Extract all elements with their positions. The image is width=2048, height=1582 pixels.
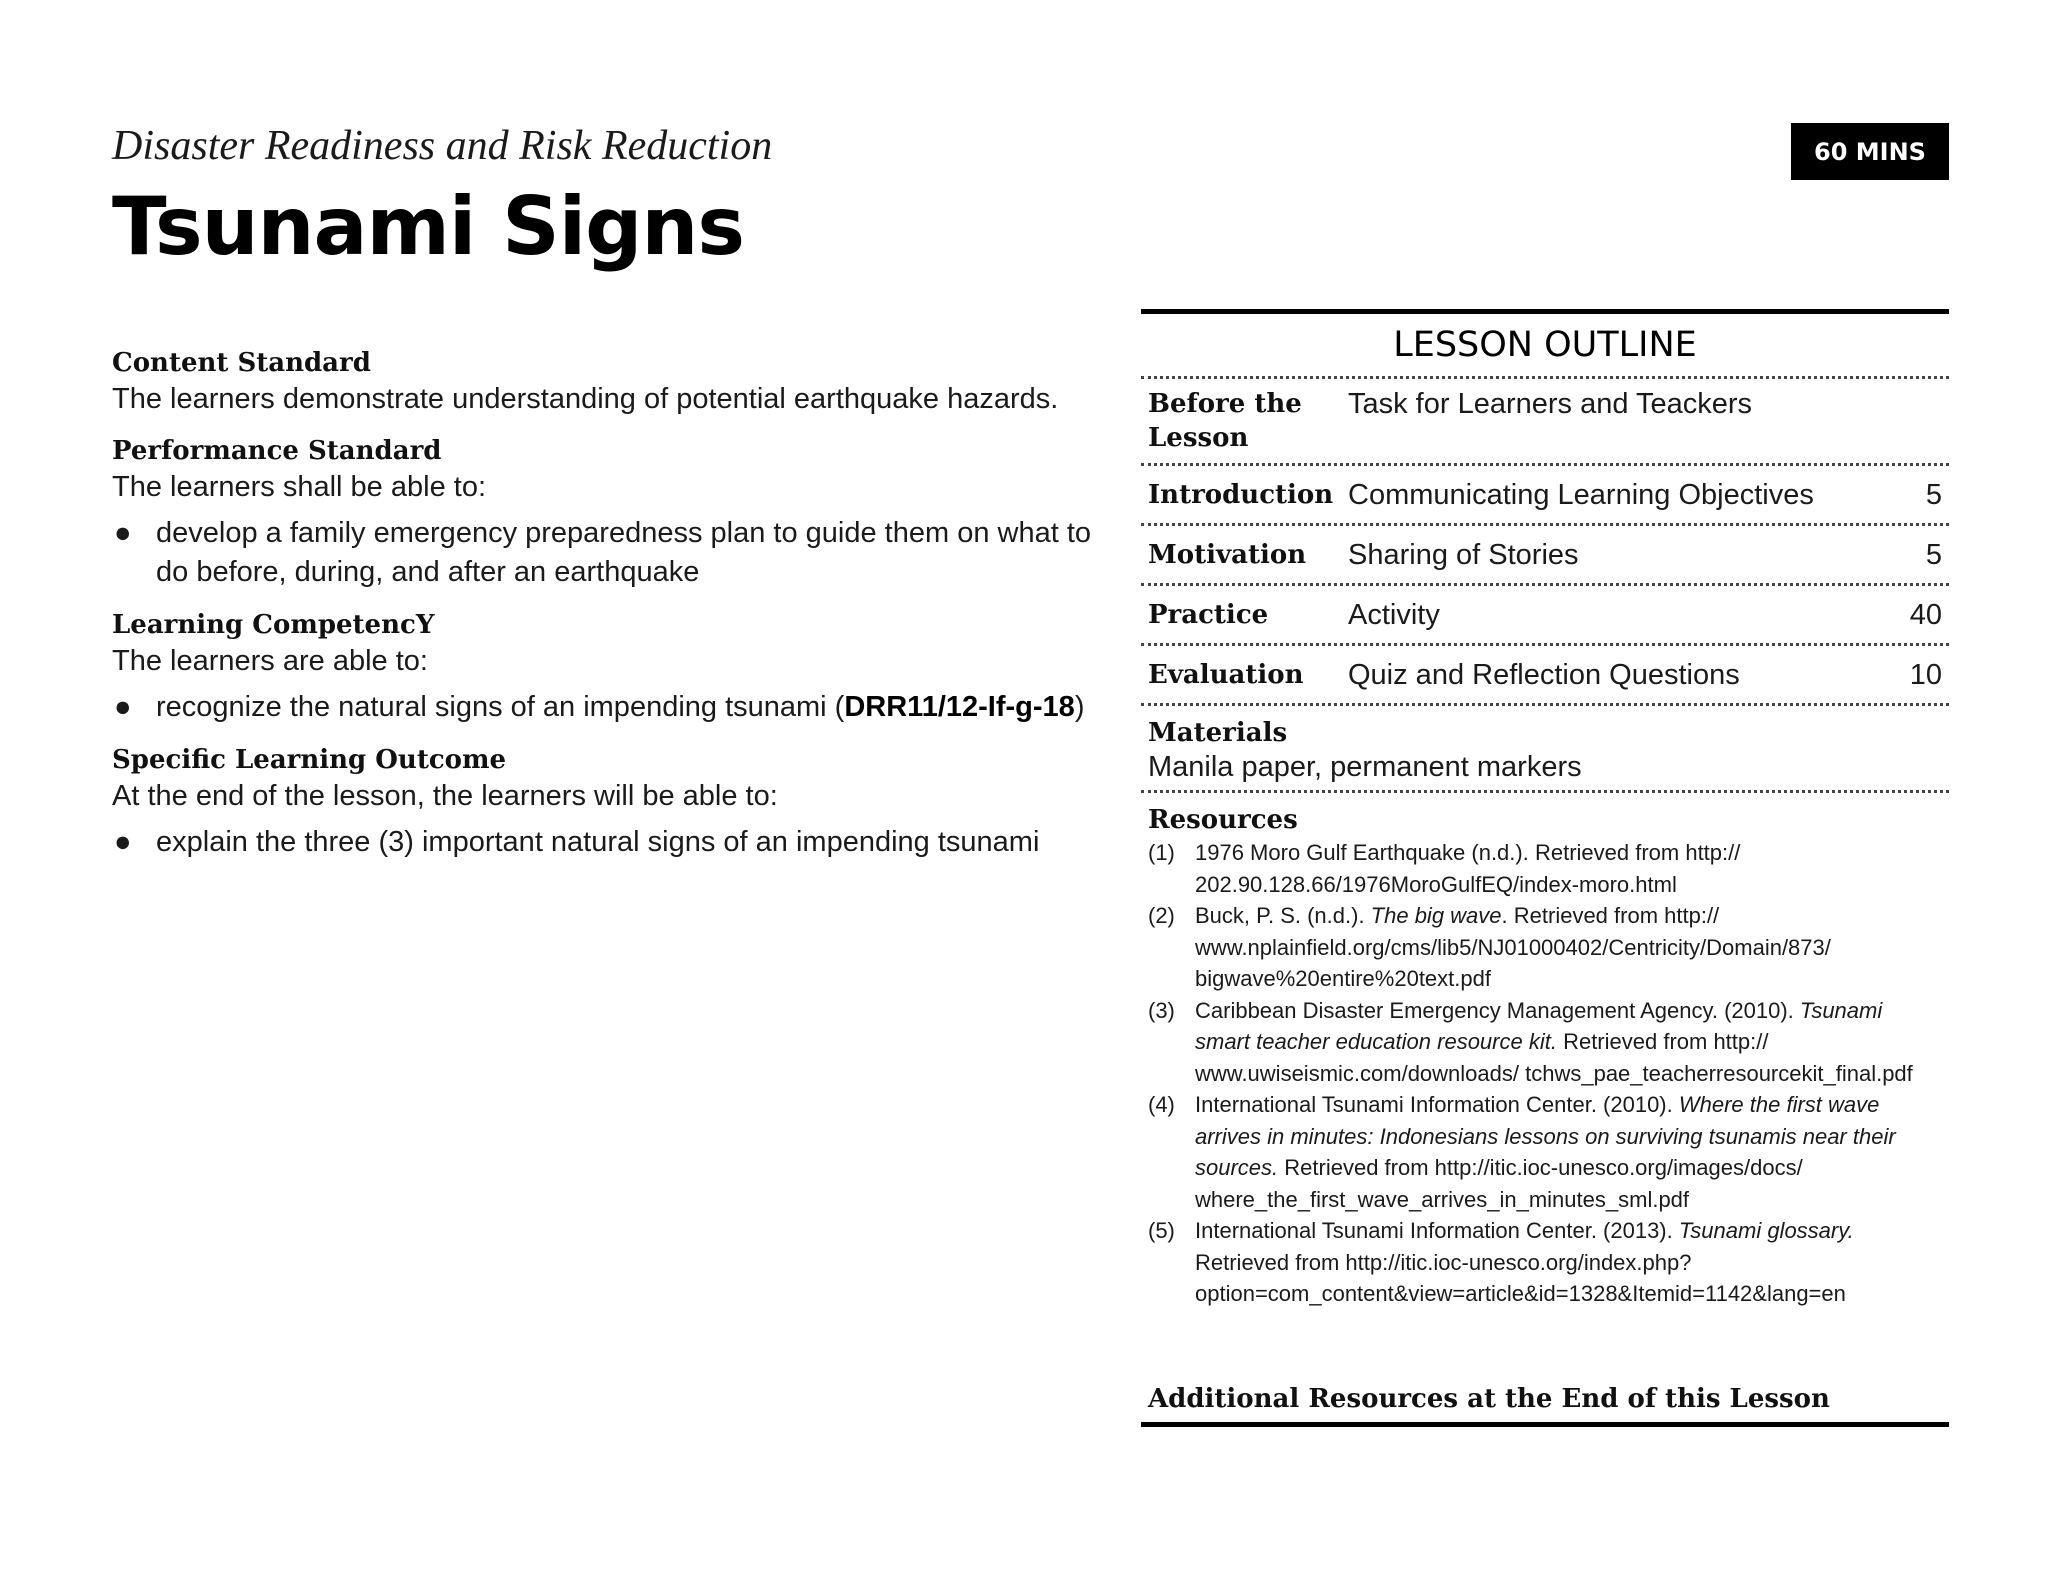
task-label: Communicating Learning Objectives (1348, 478, 1814, 511)
phase-label: Before the Lesson (1148, 389, 1302, 453)
bullet-text: explain the three (3) important natural signs of an impending tsunami (156, 826, 1040, 858)
list-item (112, 823, 1112, 862)
materials-text: Manila paper, permanent markers (1148, 751, 1582, 783)
performance-standard-text: The learners shall be able to: (112, 471, 486, 503)
list-item (1148, 837, 1942, 900)
learning-competency-section (112, 608, 1112, 727)
ref-text: Caribbean Disaster Emergency Management Agency. (2010). (1195, 997, 1800, 1023)
ref-text-end: Retrieved from http://itic.ioc-unesco.org/index.php? option=com_content&view=article&id=1328&Itemid=1142&lang=en (1195, 1249, 1846, 1306)
standards-column (112, 346, 1112, 878)
list-item (112, 514, 1112, 592)
ref-number: (2) (1148, 903, 1175, 928)
bullet-text: recognize the natural signs of an impending tsunami ( (156, 691, 845, 723)
materials-section (1141, 706, 1949, 790)
list-item (112, 688, 1112, 727)
ref-text: International Tsunami Information Center. (2010). (1195, 1092, 1679, 1117)
outline-row-motivation (1141, 526, 1949, 583)
list-item (1148, 1215, 1942, 1310)
outcome-bullets (112, 823, 1112, 862)
ref-number: (3) (1148, 997, 1175, 1023)
performance-standard-section (112, 434, 1112, 592)
subject-title: Disaster Readiness and Risk Reduction (112, 123, 773, 169)
minutes-value: 10 (1909, 658, 1942, 691)
competency-bullets (112, 688, 1112, 727)
learning-outcome-heading: Specific Learning Outcome (112, 745, 507, 775)
ref-title: The big wave (1370, 903, 1502, 928)
outline-row-introduction (1141, 466, 1949, 523)
content-standard-section (112, 346, 1112, 418)
bullet-icon: ● (114, 691, 132, 723)
learning-outcome-text: At the end of the lesson, the learners will be able to: (112, 780, 778, 812)
competency-code: DRR11/12-If-g-18 (844, 691, 1075, 723)
resources-heading: Resources (1148, 805, 1298, 835)
outline-row-before-lesson (1141, 379, 1949, 463)
bullet-icon: ● (114, 517, 132, 549)
outline-row-evaluation (1141, 646, 1949, 703)
outline-row-practice (1141, 586, 1949, 643)
minutes-value: 5 (1925, 478, 1942, 511)
task-label: Task for Learners and Teackers (1348, 388, 1753, 420)
list-item (1148, 995, 1942, 1090)
phase-label: Motivation (1148, 539, 1307, 570)
task-label: Activity (1348, 598, 1440, 631)
ref-number: (5) (1148, 1218, 1175, 1243)
bottom-rule (1141, 1422, 1949, 1427)
bullet-icon: ● (114, 826, 132, 858)
content-standard-text: The learners demonstrate understanding of potential earthquake hazards. (112, 383, 1059, 415)
performance-standard-heading: Performance Standard (112, 436, 442, 466)
ref-text: 1976 Moro Gulf Earthquake (n.d.). Retrieved from http:// 202.90.128.66/1976MoroGulfEQ/index-moro.html (1195, 840, 1741, 897)
ref-number: (1) (1148, 840, 1175, 865)
minutes-value: 40 (1909, 598, 1942, 631)
phase-label: Practice (1148, 599, 1269, 630)
minutes-value: 5 (1925, 538, 1942, 571)
learning-competency-heading: Learning CompetencY (112, 610, 435, 640)
additional-resources-heading: Additional Resources at the End of this Lesson (1148, 1384, 1830, 1414)
list-item (1148, 900, 1942, 995)
bullet-close: ) (1074, 691, 1085, 723)
ref-title: Tsunami glossary. (1678, 1218, 1854, 1243)
ref-text-end: . Retrieved from http:// www.nplainfield.org/cms/lib5/NJ01000402/Centricity/Domain/873/ bigwave%20entire%20text.pdf (1195, 903, 1831, 991)
content-standard-heading: Content Standard (112, 348, 371, 378)
materials-heading: Materials (1148, 718, 1288, 748)
lesson-outline (1141, 309, 1949, 1310)
list-item (1148, 1089, 1942, 1215)
bullet-text: develop a family emergency preparedness plan to guide them on what to do before, during, and after an earthquake (156, 517, 1092, 588)
learning-outcome-section (112, 743, 1112, 862)
ref-text-end: Retrieved from http:// www.uwiseismic.com/downloads/ tchws_pae_teacherresourcekit_final.pdf (1195, 1029, 1913, 1086)
ref-text: International Tsunami Information Center. (2013). (1195, 1218, 1679, 1243)
page-title: Tsunami Signs (112, 180, 744, 273)
ref-text-end: Retrieved from http://itic.ioc-unesco.org/images/docs/ where_the_first_wave_arrives_in_minutes_sml.pdf (1195, 1155, 1803, 1212)
task-label: Quiz and Reflection Questions (1348, 658, 1740, 691)
performance-bullets (112, 514, 1112, 592)
phase-label: Evaluation (1148, 659, 1304, 690)
duration-badge: 60 MINS (1791, 123, 1949, 180)
ref-title: Tsunami smart teacher education resource kit. (1195, 997, 1883, 1054)
phase-label: Introduction (1148, 479, 1334, 510)
ref-number: (4) (1148, 1092, 1175, 1117)
task-label: Sharing of Stories (1348, 538, 1579, 571)
lesson-outline-title: LESSON OUTLINE (1393, 325, 1697, 365)
ref-text: Buck, P. S. (n.d.). (1195, 903, 1371, 928)
ref-title: Where the first wave arrives in minutes: Indonesians lessons on surviving tsunamis near their sources. (1195, 1092, 1896, 1180)
resources-list (1148, 837, 1942, 1310)
resources-section (1141, 793, 1949, 1310)
learning-competency-text: The learners are able to: (112, 645, 428, 677)
